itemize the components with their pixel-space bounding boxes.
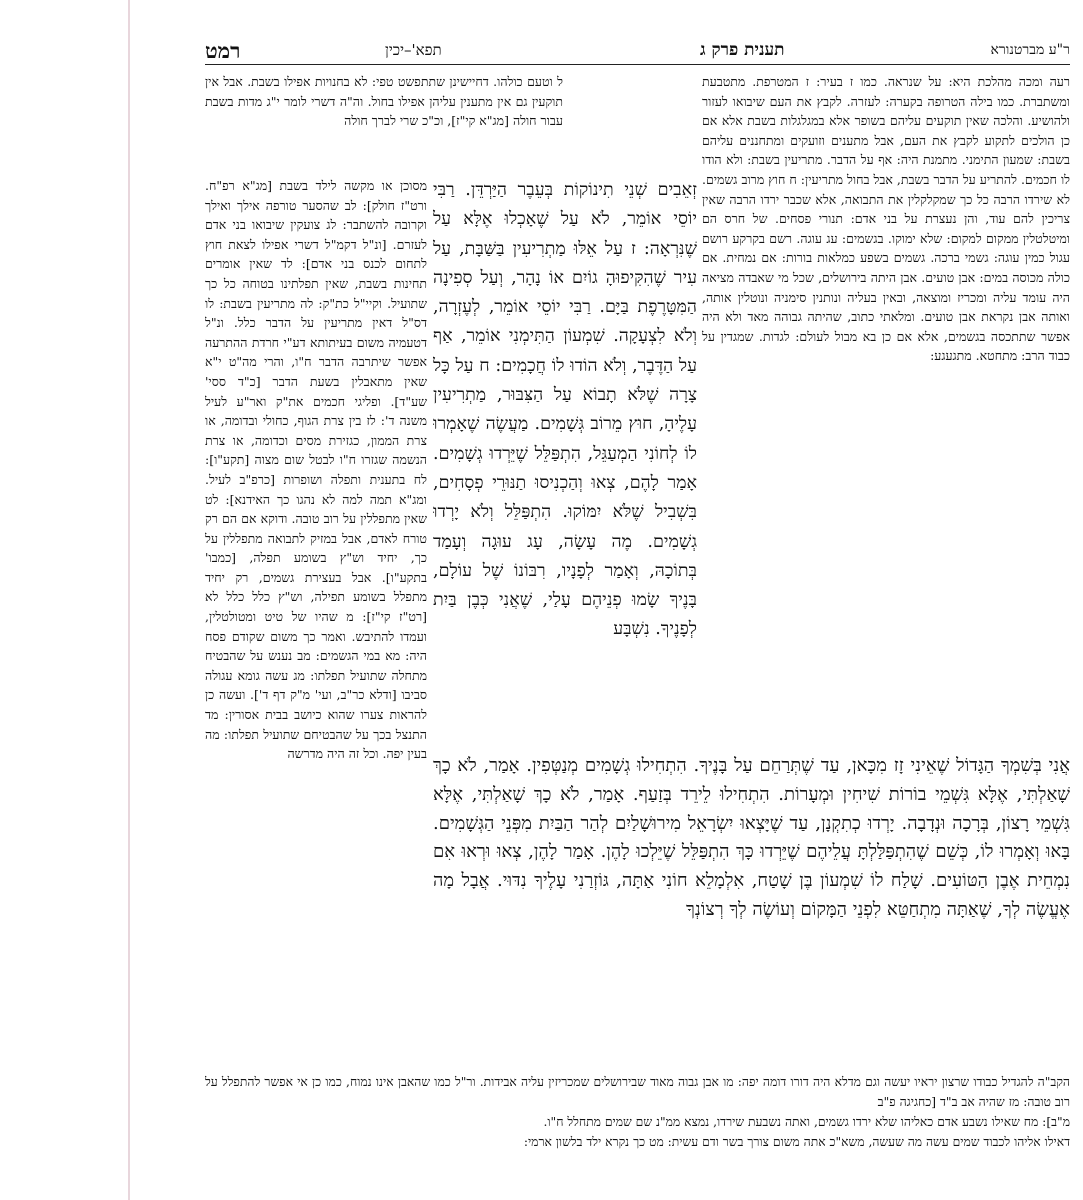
page-edge (128, 0, 130, 1200)
mishnah-column (433, 176, 697, 762)
footnotes-block (205, 1072, 1070, 1182)
tiferet-text-top: ל וטעם כולהו. דחיישינן שתתפשט טפי: לא בחנויות אפילו בשבת. אבל אין תוקעין גם אין מתענין עליהן אפילו בחול. וה"ה דשרי לומר י"ג מדות בשבת עבור חולה [מג"א קי"ז], וכ"כ שרי לברך חולה (205, 74, 563, 129)
tiferet-commentary-top (205, 72, 563, 176)
mishnah-text-narrow: זְאֵבִים שְׁנֵי תִינוֹקוֹת בְּעֵבֶר הַיַּרְדֵּן. רַבִּי יוֹסֵי אוֹמֵר, לֹא עַל שֶׁאָכְלוּ אֶלָּא עַל שֶׁנִּרְאָה: ז עַל אֵלּוּ מַתְרִיעִין בַּשַּׁבָּת, עַל עִיר שֶׁהִקִּיפוּהָ גוֹיִם אוֹ נָהָר, וְעַל סְפִינָה הַמִּטָּרֶפֶת בַּיָּם. רַבִּי יוֹסֵי אוֹמֵר, לְעֶזְרָה, וְלֹא לִצְעָקָה. שִׁמְעוֹן הַתִּימְנִי אוֹמֵר, אַף עַל הַדֶּבֶר, וְלֹא הוֹדוּ לוֹ חֲכָמִים: ח עַל כָּל צָרָה שֶׁלֹּא תָבוֹא עַל הַצִּבּוּר, מַתְרִיעִין עָלֶיהָ, חוּץ מֵרוֹב גְּשָׁמִים. מַעֲשֶׂה שֶׁאָמְרוּ לוֹ לְחוֹנִי הַמְעַגֵּל, הִתְפַּלֵּל שֶׁיֵּרְדוּ גְשָׁמִים. אָמַר לָהֶם, צְאוּ וְהַכְנִיסוּ תַנּוּרֵי פְסָחִים, בִּשְׁבִיל שֶׁלֹּא יִמּוֹקוּ. הִתְפַּלֵּל וְלֹא יָרְדוּ גְשָׁמִים. מֶה עָשָׂה, עָג עוּגָה וְעָמַד בְּתוֹכָהּ, וְאָמַר לְפָנָיו, רִבּוֹנוֹ שֶׁל עוֹלָם, בָּנֶיךָ שָׂמוּ פְנֵיהֶם עָלַי, שֶׁאֲנִי כְּבֶן בַּיִת לְפָנֶיךָ. נִשְׁבָּע (433, 180, 697, 640)
bartenura-text: רעה ומכה מהלכת היא: על שנראה. כמו ז בעיר: ז המטרפת. מתטבעת ומשתברת. כמו בילה הטרופה בקערה: לעזרה. לקבץ את העם שיבואו לעזור ולהושיע. והלכה שאין תוקעים עליהם בשופר אלא במגלגלות בשבת אלא אם כן הולכים לתקוע לקבץ את העם, אבל מתענים וזועקים ומתחננים עליהם בשבת: שמעון התימני. מתמנת היה: אף על הדבר. מתריעין בשבת: ולא הודו לו חכמים. להתריע על הדבר בשבת, אבל בחול מתריעין: ח חוץ מרוב גשמים. לא שירדו הרבה כל כך שמקלקלין את התבואה, אלא שכבר ירדו הרבה שאין צריכין להם עוד, והן נעצרת על בני אדם: תנורי פסחים. של חרס הם ומיטלטלין ממקום למקום: שלא ימוקו. בגשמים: עג עוגה. רשם בקרקע רושם עגול כמין עוגה: גשמי ברכה. גשמים בשפע כמלאות בורות: אם נמחית. אם כולה מכוסה במים: אבן טועים. אבן היתה בירושלים, שכל מי שאבדה מציאה היה עומד עליה ומכריז ומוצאה, ובאין בעליה ונותנין סימניה ונוטלין אותה, ואותה אבן נקראת אבן טועים. ומלאתי כתוב, שהיתה גבוהה מאד ולא היה אפשר שתתכסה בגשמים, אלא אם כן בא מבול לעולם: לגדות. שמגדין על כבוד הרב: מתחטא. מתגעגע: (702, 74, 1070, 364)
footnote-line: הקב"ה להגדיל כבודו שרצון יראיו יעשה וגם מדלא היה דורו דומה יפה: מו אבן גבוה מאוד שבירושלים שמכריזין עליה אבידות. ור"ל כמו שהאבן אינו נמוח, כמו כן אי אפשר להתפלל על רוב טובה: מז שהיה אב ב"ד [כחגיגה פ"ב (205, 1075, 1070, 1109)
footnote-line: דאילו אליהו לכבוד שמים עשה מה שעשה, משא"כ אתה משום צורך בשר ודם עשית: מט כך נקרא ילד בלשון ארמי: (523, 1135, 1070, 1149)
mishnah-wide-block (433, 752, 1070, 1070)
commentary-title: ר"ע מברטנורא (990, 42, 1070, 58)
tiferet-text: מסוכן או מקשה לילד בשבת [מג"א רפ"ח. ורט"ז חולק]: לב שהסער טורפה אילך ואילך וקרובה להשתבר: לג צועקין שיבואו בני אדם לעזרם. [ונ"ל דקמ"ל דשרי אפילו לצאת חוץ לתחום לכנס בני אדם]: לד שאין אומרים תחינות בשבת, שאין תפלתינו בטוחה כל כך שתועיל. וקיי"ל כת"ק: לה מתריעין בשבת: לו דס"ל דאין מתריעין על הדבר כלל. ונ"ל דטעמיה משום בעיתותא דע"י חרדת ההתרעה אפשר שיתרבה הדבר ח"ו, והרי מה"ט י"א שאין מתאבלין בשעת הדבר [כ"ד ססי' שע"ד]. ופליגי חכמים את"ק ואר"ע לעיל משנה ד': לז בין צרת הגוף, כחולי ובדומה, או צרת הממון, כגזירת מסים וכדומה, או צרת הנשמה שגזרו ח"ו לבטל שום מצוה [תקע"ו]: לח בתענית ותפלה ושופרות [כרפ"ב לעיל. ומג"א תמה למה לא נהגו כך האידנא]: לט שאין מתפללין על רוב טובה. ודוקא אם הם רק טורח לאדם, אבל במזיק לתבואה מתפללין על כך, יחיד וש"ץ בשומע תפלה, [כמבו' בתקע"ו]. אבל בעצירת גשמים, רק יחיד מתפלל בשומע תפילה, וש"ץ כלל כלל לא [רט"ז קי"ז]: מ שהיו של טיט ומטולטלין, ועמדו להתיבש. ואמר כך משום שקודם פסח היה: מא במי הגשמים: מב נענש על שהבטיח מתחלה שתועיל תפלתו: מג עשה גומא עגולה סביבו [ודלא כר"ב, ועי' מ"ק דף ד']. ועשה כן להראות צערו שהוא כיושב בבית אסורין: מד התנצל בכך על שהבטיחם שתועיל תפלתו: מה בעין יפה. וכל זה היה מדרשה (205, 178, 427, 762)
page-number: רמט (205, 38, 241, 63)
mishnah-text-wide: אֲנִי בְּשִׁמְךָ הַגָּדוֹל שֶׁאֵינִי זָז מִכָּאן, עַד שֶׁתְּרַחֵם עַל בָּנֶיךָ. הִתְחִילוּ גְשָׁמִים מְנַטְּפִין. אָמַר, לֹא כָךְ שָׁאַלְתִּי, אֶלָּא גִּשְׁמֵי בוֹרוֹת שִׁיחִין וּמְעָרוֹת. הִתְחִילוּ לֵירֵד בְּזַעַף. אָמַר, לֹא כָךְ שָׁאַלְתִּי, אֶלָּא גִּשְׁמֵי רָצוֹן, בְּרָכָה וּנְדָבָה. יָרְדוּ כְתִקְנָן, עַד שֶׁיָּצְאוּ יִשְׂרָאֵל מִירוּשָׁלַיִם לְהַר הַבַּיִת מִפְּנֵי הַגְּשָׁמִים. בָּאוּ וְאָמְרוּ לוֹ, כְּשֵׁם שֶׁהִתְפַּלַּלְתָּ עֲלֵיהֶם שֶׁיֵּרְדוּ כָּךְ הִתְפַּלֵּל שֶׁיֵּלְכוּ לָהֶן. אָמַר לָהֶן, צְאוּ וּרְאוּ אִם נִמְחֵית אֶבֶן הַטּוֹעִים. שָׁלַח לוֹ שִׁמְעוֹן בֶּן שָׁטַח, אִלְמָלֵא חוֹנִי אַתָּה, גּוֹזְרַנִי עָלֶיךָ נִדּוּי. אֲבָל מָה אֶעֱשֶׂה לְךָ, שֶׁאַתָּה מִתְחַטֵּא לִפְנֵי הַמָּקוֹם וְעוֹשֶׂה לְךָ רְצוֹנְךָ (433, 755, 1070, 920)
page-range: תפא'–יכין (385, 41, 442, 59)
tractate-title: תענית פרק ג (700, 40, 785, 60)
bartenura-commentary (702, 72, 1070, 752)
footnote-line: מ"ב]: מח שאילו נשבע אדם כאליהו שלא ירדו גשמים, ואתה נשבעת שירדו, נמצא ממ"נ שם שמים מתחלל ח"ו. (543, 1115, 1070, 1129)
tiferet-commentary (205, 176, 427, 1074)
page-header (205, 38, 1070, 65)
